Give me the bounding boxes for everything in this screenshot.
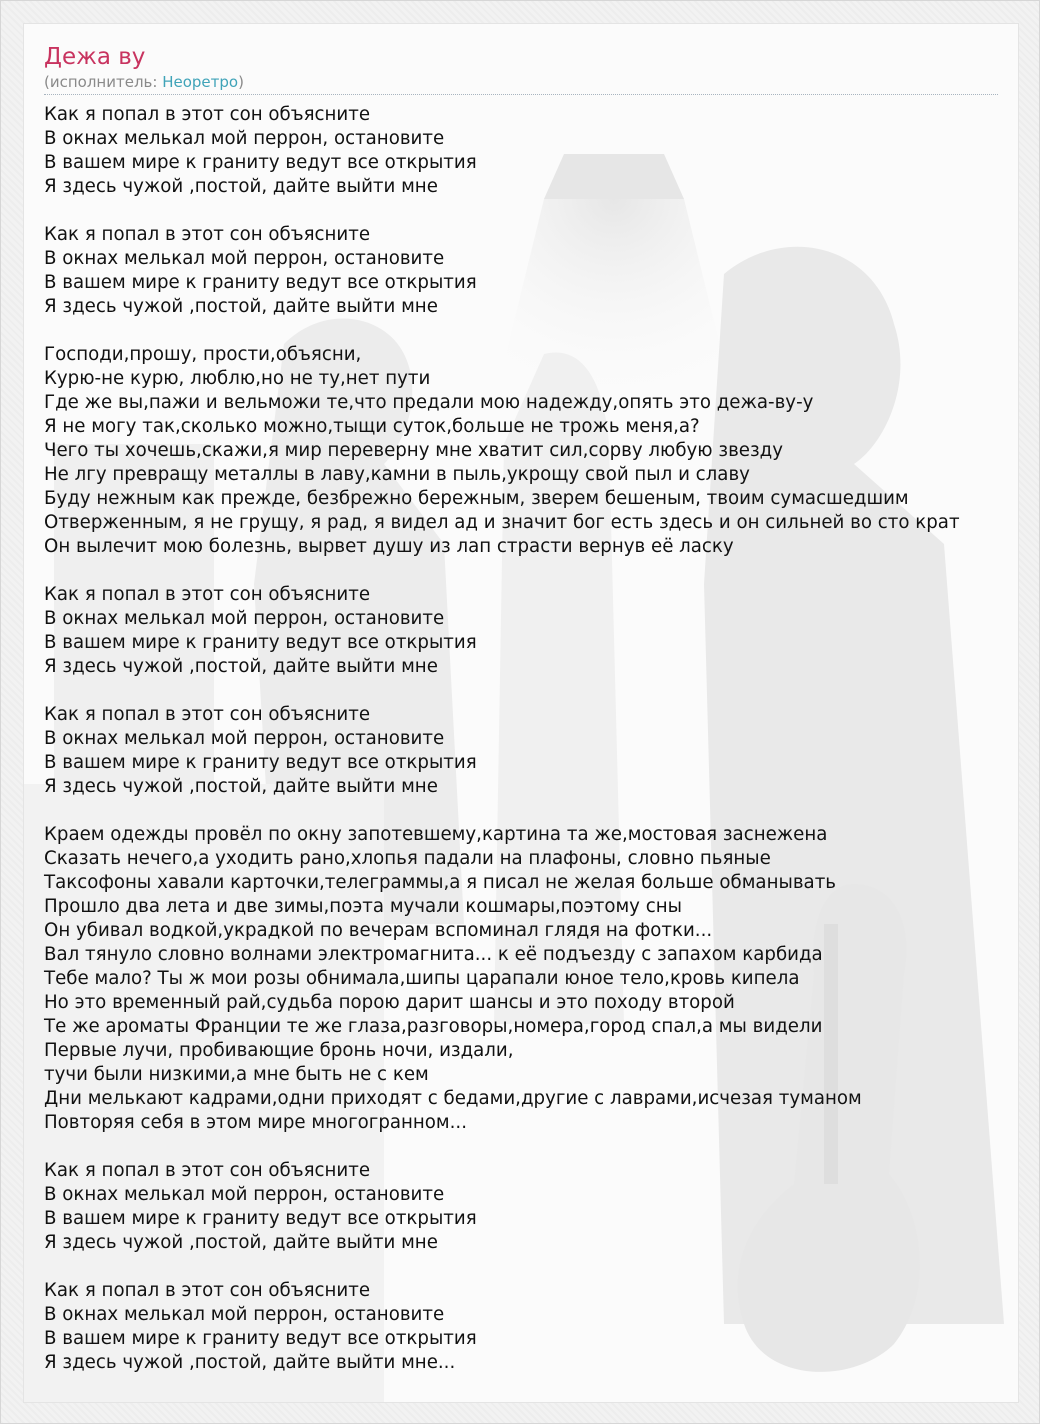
lyric-line: Я здесь чужой ,постой, дайте выйти мне [44, 176, 438, 197]
lyric-line: Чего ты хочешь,скажи,я мир переверну мне хватит сил,сорву любую звезду [44, 440, 783, 461]
lyric-line: В окнах мелькал мой перрон, остановите [44, 728, 445, 749]
lyric-line: тучи были низкими,а мне быть не с кем [44, 1064, 429, 1085]
artist-line [44, 72, 998, 95]
lyrics-card [23, 23, 1019, 1403]
lyric-line: В окнах мелькал мой перрон, остановите [44, 608, 445, 629]
lyric-line: Отверженным, я не грущу, я рад, я видел ад и значит бог есть здесь и он сильней во сто крат [44, 512, 960, 533]
lyric-line: В вашем мире к граниту ведут все открытия [44, 1328, 477, 1349]
lyric-line: Я здесь чужой ,постой, дайте выйти мне [44, 1232, 438, 1253]
lyric-line: В окнах мелькал мой перрон, остановите [44, 248, 445, 269]
lyric-line: В окнах мелькал мой перрон, остановите [44, 128, 445, 149]
artist-link[interactable]: Неоретро [162, 73, 239, 91]
artist-suffix: ) [238, 73, 244, 91]
lyric-line: Первые лучи, пробивающие бронь ночи, издали, [44, 1040, 514, 1061]
lyric-line: Тебе мало? Ты ж мои розы обнимала,шипы царапали юное тело,кровь кипела [44, 968, 800, 989]
lyric-line: В окнах мелькал мой перрон, остановите [44, 1184, 445, 1205]
lyrics-stanza [44, 343, 1019, 559]
lyrics-body [44, 103, 1019, 1375]
lyric-line: Я здесь чужой ,постой, дайте выйти мне [44, 296, 438, 317]
lyrics-content [44, 42, 1019, 1399]
lyrics-stanza [44, 1279, 1019, 1375]
lyric-line: Я не могу так,сколько можно,тыщи суток,больше не трожь меня,а? [44, 416, 700, 437]
lyric-line: Я здесь чужой ,постой, дайте выйти мне... [44, 1352, 456, 1373]
lyrics-stanza [44, 223, 1019, 319]
lyrics-stanza [44, 703, 1019, 799]
lyric-line: Сказать нечего,а уходить рано,хлопья падали на плафоны, словно пьяные [44, 848, 771, 869]
lyrics-stanza [44, 103, 1019, 199]
lyric-line: Но это временный рай,судьба порою дарит шансы и это походу второй [44, 992, 735, 1013]
lyric-line: Дни мелькают кадрами,одни приходят с бедами,другие с лаврами,исчезая туманом [44, 1088, 862, 1109]
lyric-line: Он вылечит мою болезнь, вырвет душу из лап страсти вернув её ласку [44, 536, 734, 557]
lyric-line: Те же ароматы Франции те же глаза,разговоры,номера,город спал,а мы видели [44, 1016, 823, 1037]
song-title: Дежа ву [44, 44, 146, 70]
lyric-line: Как я попал в этот сон объясните [44, 1280, 371, 1301]
lyrics-stanza [44, 1159, 1019, 1255]
lyric-line: Не лгу превращу металлы в лаву,камни в пыль,укрощу свой пыл и славу [44, 464, 750, 485]
lyric-line: Буду нежным как прежде, безбрежно бережным, зверем бешеным, твоим сумасшедшим [44, 488, 909, 509]
lyric-line: Как я попал в этот сон объясните [44, 1160, 371, 1181]
lyric-line: Краем одежды провёл по окну запотевшему,картина та же,мостовая заснежена [44, 824, 828, 845]
lyric-line: Я здесь чужой ,постой, дайте выйти мне [44, 776, 438, 797]
lyric-line: В вашем мире к граниту ведут все открытия [44, 632, 477, 653]
lyric-line: Как я попал в этот сон объясните [44, 704, 371, 725]
artist-prefix: (исполнитель: [44, 73, 163, 91]
lyric-line: Прошло два лета и две зимы,поэта мучали кошмары,поэтому сны [44, 896, 682, 917]
lyric-line: В вашем мире к граниту ведут все открытия [44, 752, 477, 773]
lyric-line: Как я попал в этот сон объясните [44, 104, 371, 125]
lyrics-stanza [44, 823, 1019, 1135]
lyric-line: В вашем мире к граниту ведут все открытия [44, 272, 477, 293]
lyric-line: Господи,прошу, прости,объясни, [44, 344, 362, 365]
lyric-line: Я здесь чужой ,постой, дайте выйти мне [44, 656, 438, 677]
lyric-line: Как я попал в этот сон объясните [44, 224, 371, 245]
lyric-line: Курю-не курю, люблю,но не ту,нет пути [44, 368, 431, 389]
lyric-line: В вашем мире к граниту ведут все открытия [44, 1208, 477, 1229]
lyric-line: Таксофоны хавали карточки,телеграммы,а я писал не желая больше обманывать [44, 872, 837, 893]
lyric-line: Повторяя себя в этом мире многогранном... [44, 1112, 467, 1133]
lyric-line: В вашем мире к граниту ведут все открытия [44, 152, 477, 173]
lyric-line: Вал тянуло словно волнами электромагнита... к её подъезду с запахом карбида [44, 944, 823, 965]
lyric-line: В окнах мелькал мой перрон, остановите [44, 1304, 445, 1325]
lyric-line: Он убивал водкой,украдкой по вечерам вспоминал глядя на фотки... [44, 920, 713, 941]
lyrics-stanza [44, 583, 1019, 679]
lyric-line: Как я попал в этот сон объясните [44, 584, 371, 605]
lyric-line: Где же вы,пажи и вельможи те,что предали мою надежду,опять это дежа-ву-у [44, 392, 814, 413]
